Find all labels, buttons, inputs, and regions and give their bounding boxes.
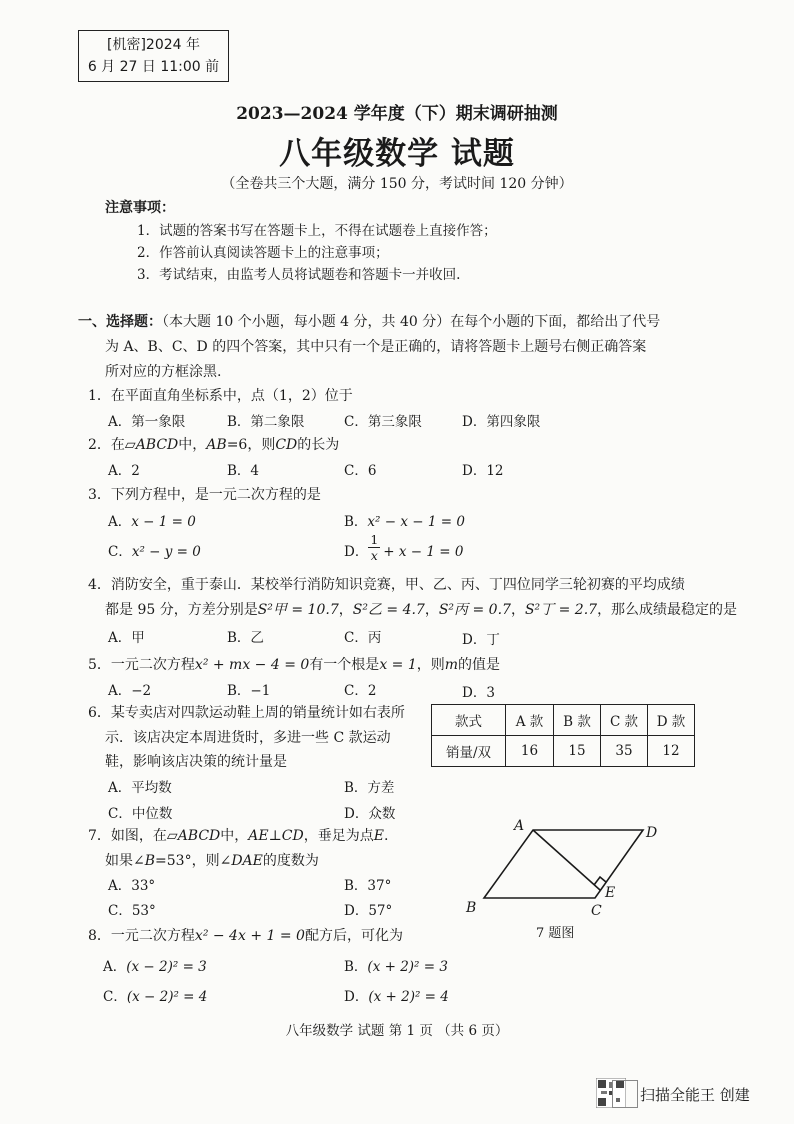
q3-d-label: D． (344, 544, 369, 560)
stamp-line-2: 6 月 27 日 11:00 前 (87, 59, 220, 75)
q8-b-label: B． (344, 959, 368, 975)
q1-option-b: B．第二象限 (227, 414, 305, 430)
sales-table (431, 704, 695, 767)
sales-value-a: 16 (506, 736, 554, 767)
q4-line-2b: ，那么成绩最稳定的是 (597, 602, 738, 618)
sales-header-a: A 款 (506, 705, 554, 736)
q7-option-b: B．37° (344, 878, 392, 894)
q6-option-b: B．方差 (344, 780, 395, 796)
q6-line-3: 鞋，影响该店决策的统计量是 (105, 754, 287, 770)
q2-stem (88, 434, 339, 454)
q5-option-b: B．−1 (227, 683, 271, 699)
q2-ab: AB (206, 437, 227, 453)
sales-row-label: 销量/双 (432, 736, 506, 767)
sales-header-b: B 款 (554, 705, 601, 736)
q2-parallelogram: ▱ABCD (124, 437, 179, 453)
q8-a-expr: (x − 2)² = 3 (126, 959, 207, 975)
q7-parallelogram-figure (460, 815, 680, 945)
q1-option-c: C．第三象限 (344, 414, 422, 430)
notice-item-2: 2．作答前认真阅读答题卡上的注意事项； (137, 245, 389, 261)
q6-option-d: D．众数 (344, 806, 396, 822)
scanner-watermark: 扫描全能王 创建 (640, 1086, 750, 1104)
q4-variance-ding: S²丁 = 2.7 (524, 602, 598, 618)
q5-mid: 有一个根是 (309, 657, 380, 673)
section-1-intro (78, 311, 660, 331)
q3-b-label: B． (344, 514, 368, 530)
q2-option-d: D．12 (462, 463, 504, 479)
q3-d-num: 1 (370, 532, 379, 547)
q5-option-a: A．−2 (108, 683, 152, 699)
q2-option-c: C．6 (344, 463, 377, 479)
q1-option-a: A．第一象限 (108, 414, 186, 430)
q3-d-den: x (370, 548, 378, 563)
section-1-line-1: （本大题 10 个小题，每小题 4 分，共 40 分）在每个小题的下面，都给出了代号 (162, 314, 661, 330)
q6-line-1: 6．某专卖店对四款运动鞋上周的销量统计如右表所 (88, 705, 405, 721)
notice-item-3: 3．考试结束，由监考人员将试题卷和答题卡一并收回. (137, 267, 461, 283)
section-1-line-3: 所对应的方框涂黑. (105, 364, 222, 380)
q2-mid: 中， (178, 437, 207, 453)
confidential-stamp (78, 30, 229, 82)
q8-a-label: A． (103, 959, 127, 975)
q7-line-2c: 的度数为 (262, 853, 319, 869)
section-1-line-2: 为 A、B、C、D 的四个答案，其中只有一个是正确的，请将答题卡上题号右侧正确答案 (105, 339, 647, 355)
q2-option-b: B．4 (227, 463, 260, 479)
q3-c-expr: x² − y = 0 (131, 544, 201, 560)
q3-a-label: A． (108, 514, 132, 530)
q7-option-c: C．53° (108, 903, 156, 919)
q3-option-c (108, 540, 201, 560)
q8-c-expr: (x − 2)² = 4 (126, 989, 208, 1005)
q4-line-1: 4．消防安全，重于泰山．某校举行消防知识竞赛，甲、乙、丙、丁四位同学三轮初赛的平均成绩 (88, 577, 685, 593)
q5-root: x = 1 (379, 657, 417, 673)
q4-line-2a: 都是 95 分，方差分别是 (105, 602, 258, 618)
label-c: C (591, 903, 602, 919)
q3-d-fraction (368, 532, 380, 563)
q8-stem (88, 925, 403, 945)
exam-note: （全卷共三个大题，满分 150 分，考试时间 120 分钟） (221, 176, 573, 192)
q7-post: ，垂足为点 (303, 828, 374, 844)
page-footer: 八年级数学 试题 第 1 页 （共 6 页） (285, 1023, 509, 1039)
q3-a-expr: x − 1 = 0 (131, 514, 196, 530)
q7-option-d: D．57° (344, 903, 393, 919)
sales-header-c: C 款 (601, 705, 648, 736)
q1-option-d: D．第四象限 (462, 414, 541, 430)
q6-option-a: A．平均数 (108, 780, 172, 796)
q8-eq: x² − 4x + 1 = 0 (194, 928, 305, 944)
q2-eq: =6，则 (226, 437, 276, 453)
q3-option-a (108, 510, 196, 530)
q8-option-d (344, 985, 449, 1005)
scanner-logo-icon (612, 1080, 638, 1108)
parallelogram-shape (484, 830, 643, 898)
sales-table-header-row (432, 705, 695, 736)
q8-option-c (103, 985, 207, 1005)
label-b: B (466, 900, 477, 916)
q3-option-b (344, 510, 465, 530)
sales-value-c: 35 (601, 736, 648, 767)
q8-option-b (344, 955, 448, 975)
sales-value-d: 12 (648, 736, 695, 767)
q5-option-d: D．3 (462, 685, 495, 701)
q4-option-d: D．丁 (462, 632, 500, 648)
q5-end: 的值是 (458, 657, 501, 673)
q7-angle-dae: DAE (231, 853, 263, 869)
q3-c-label: C． (108, 544, 132, 560)
sales-header-style: 款式 (432, 705, 506, 736)
q4-option-c: C．丙 (344, 630, 382, 646)
q7-pre: 7．如图，在 (88, 828, 167, 844)
q4-line-2: 都是 95 分，方差分别是S²甲 = 10.7，S²乙 = 4.7，S²丙 = 0.7，S²丁 = 2.7，那么成绩最稳定的是 (105, 602, 738, 618)
q2-cd: CD (275, 437, 298, 453)
q4-variance-jia: S²甲 = 10.7 (257, 602, 339, 618)
q4-variance-bing: S²丙 = 0.7 (438, 602, 511, 618)
q8-b-expr: (x + 2)² = 3 (367, 959, 448, 975)
q2-pre: 2．在 (88, 437, 125, 453)
sales-header-d: D 款 (648, 705, 695, 736)
q6-line-2: 示．该店决定本周进货时，多进一些 C 款运动 (105, 730, 391, 746)
label-d: D (646, 825, 658, 841)
q5-pre: 5．一元二次方程 (88, 657, 195, 673)
q4-option-b: B．乙 (227, 630, 264, 646)
q5-post: ，则 (416, 657, 445, 673)
q7-option-a: A．33° (108, 878, 156, 894)
q2-option-a: A．2 (108, 463, 140, 479)
q5-stem (88, 654, 500, 674)
q5-m: m (444, 657, 459, 673)
q4-variance-yi: S²乙 = 4.7 (352, 602, 425, 618)
q7-line-2a: 如果∠ (105, 853, 145, 869)
exam-title: 八年级数学 试题 (279, 136, 515, 172)
q2-post: 的长为 (297, 437, 340, 453)
q3-option-d (344, 532, 463, 566)
section-1-label: 一、选择题： (78, 314, 162, 330)
q7-mid: 中， (220, 828, 249, 844)
segment-ae (533, 830, 600, 890)
q3-b-expr: x² − x − 1 = 0 (367, 514, 465, 530)
q8-c-label: C． (103, 989, 127, 1005)
label-a: A (514, 818, 525, 834)
stamp-line-1: [机密]2024 年 (106, 37, 200, 53)
notice-heading: 注意事项： (105, 200, 175, 216)
q7-parallelogram: ▱ABCD (166, 828, 221, 844)
q7-line-2 (105, 850, 319, 870)
q8-post: 配方后，可化为 (304, 928, 403, 944)
q5-eq: x² + mx − 4 = 0 (194, 657, 310, 673)
q1-stem: 1．在平面直角坐标系中，点（1，2）位于 (88, 388, 353, 404)
exam-subtitle: 2023—2024 学年度（下）期末调研抽测 (236, 104, 558, 124)
q7-perp: AE⊥CD (248, 828, 304, 844)
q7-line-1: 7．如图，在▱ABCD中，AE⊥CD，垂足为点E. (88, 828, 389, 844)
q7-e: E (373, 828, 384, 844)
label-e: E (605, 885, 616, 901)
q7-figure-caption: 7 题图 (536, 926, 575, 941)
notice-item-1: 1．试题的答案书写在答题卡上，不得在试题卷上直接作答； (137, 223, 497, 239)
sales-value-b: 15 (554, 736, 601, 767)
q5-option-c: C．2 (344, 683, 377, 699)
q3-stem: 3．下列方程中，是一元二次方程的是 (88, 487, 321, 503)
sales-table-value-row (432, 736, 695, 767)
q7-line-2b: =53°，则∠ (155, 853, 232, 869)
q8-d-label: D． (344, 989, 369, 1005)
q8-option-a (103, 955, 207, 975)
q6-option-c: C．中位数 (108, 806, 173, 822)
q8-d-expr: (x + 2)² = 4 (368, 989, 449, 1005)
q3-d-expr: + x − 1 = 0 (383, 544, 464, 560)
q8-pre: 8．一元二次方程 (88, 928, 195, 944)
q7-angle-b: B (144, 853, 156, 869)
q4-option-a: A．甲 (108, 630, 145, 646)
